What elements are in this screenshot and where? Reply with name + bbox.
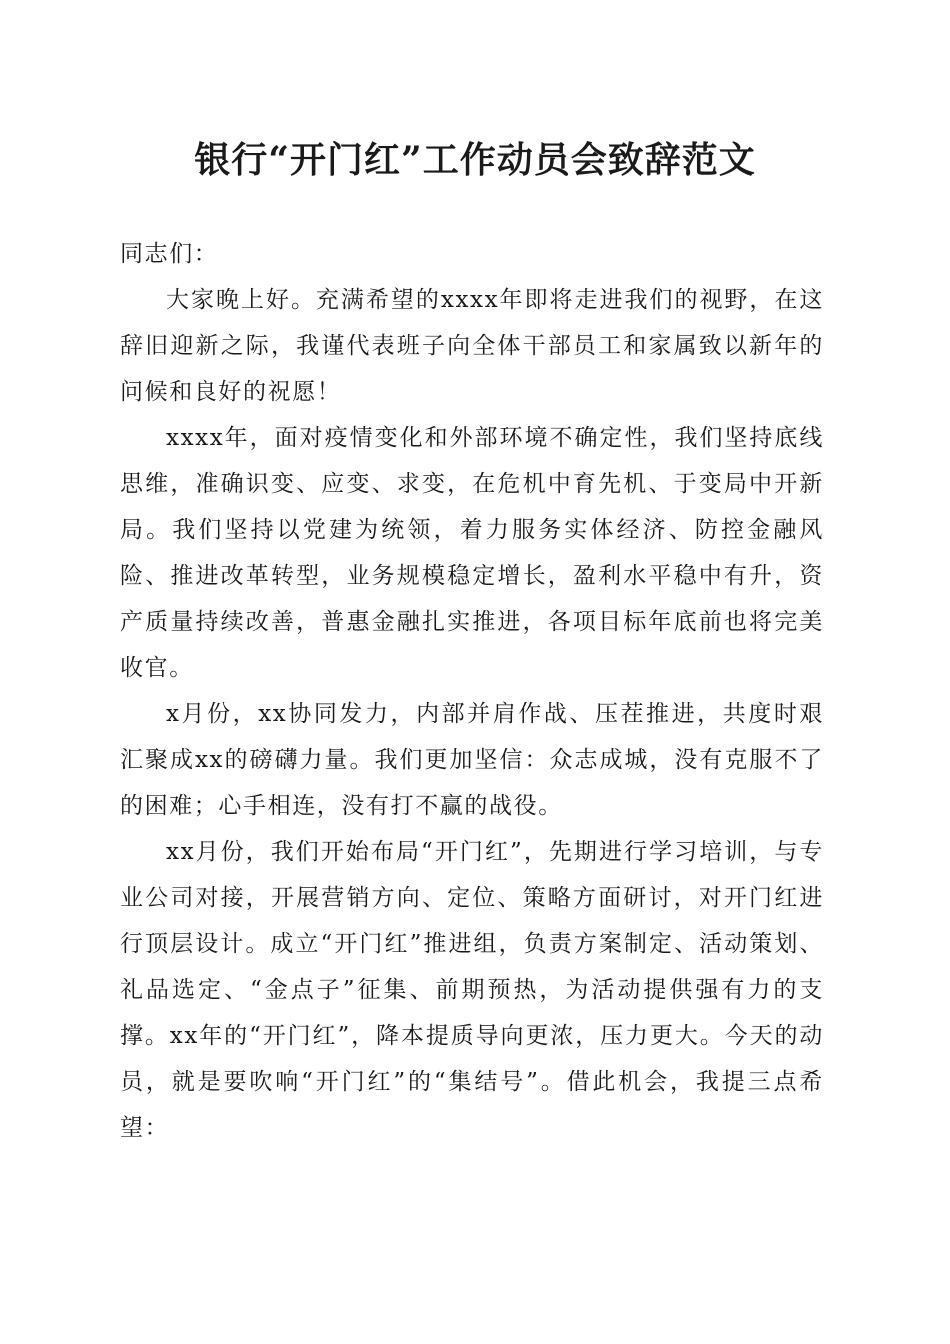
document-title: 银行“开门红”工作动员会致辞范文	[194, 139, 756, 181]
paragraph-greeting: 大家晚上好。充满希望的xxxx年即将走进我们的视野，在这辞旧迎新之际，我谨代表班子向全体干部员工和家属致以新年的问候和良好的祝愿！	[120, 287, 824, 405]
paragraph-kickoff-plan: xx月份，我们开始布局“开门红”，先期进行学习培训，与专业公司对接，开展营销方向、定位、策略方面研讨，对开门红进行顶层设计。成立“开门红”推进组，负责方案制定、活动策划、礼品选定、“金点子”征集、前期预热，为活动提供强有力的支撑。xx年的“开门红”，降本提质导向更浓，压力更大。今天的动员，就是要吹响“开门红”的“集结号”。借此机会，我提三点希望：	[120, 839, 824, 1141]
salutation: 同志们：	[120, 241, 219, 267]
paragraph-review: xxxx年，面对疫情变化和外部环境不确定性，我们坚持底线思维，准确识变、应变、求变，在危机中育先机、于变局中开新局。我们坚持以党建为统领，着力服务实体经济、防控金融风险、推进改革转型，业务规模稳定增长，盈利水平稳中有升，资产质量持续改善，普惠金融扎实推进，各项目标年底前也将完美收官。	[120, 425, 824, 681]
paragraph-cooperation: x月份，xx协同发力，内部并肩作战、压茬推进，共度时艰汇聚成xx的磅礴力量。我们更加坚信：众志成城，没有克服不了的困难；心手相连，没有打不赢的战役。	[120, 701, 824, 819]
document-body	[120, 231, 824, 1151]
